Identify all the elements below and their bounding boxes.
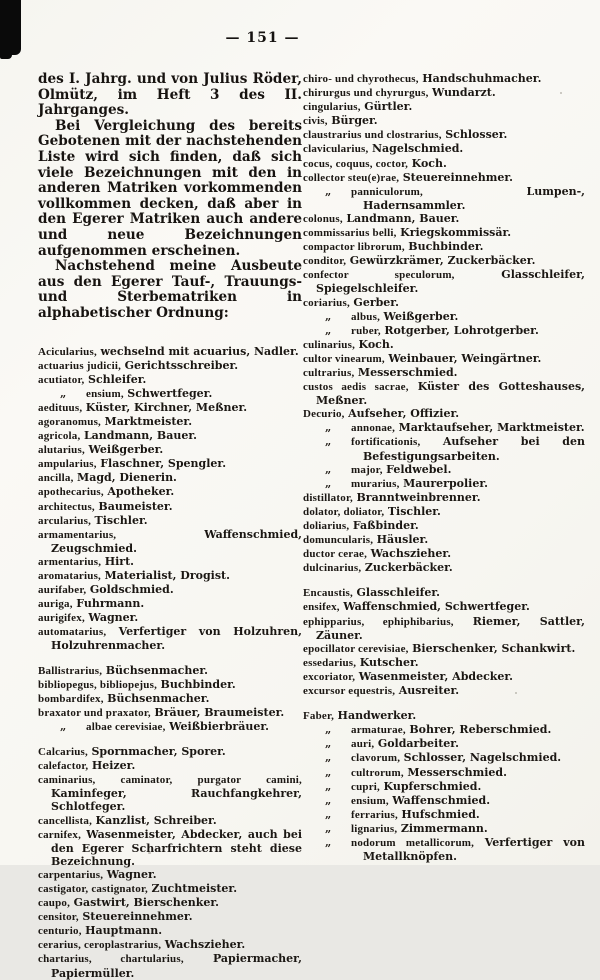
dictionary-entry — [303, 86, 585, 100]
dictionary-entry — [38, 868, 302, 882]
entry-latin-term: apothecarius, — [38, 486, 104, 499]
entry-german-translation: Spornmacher, Sporer. — [91, 745, 226, 759]
dictionary-entry — [38, 828, 302, 868]
ditto-mark: „ — [325, 751, 332, 765]
entry-german-translation: Branntweinbrenner. — [356, 490, 481, 504]
dictionary-entries-right — [303, 72, 585, 863]
dictionary-entry — [303, 836, 585, 863]
entry-latin-term: cupri, — [351, 780, 381, 793]
entry-german-translation: Magd, Dienerin. — [77, 471, 177, 485]
ditto-mark: „ — [325, 821, 332, 835]
entry-german-translation: Aufseher, Offizier. — [348, 407, 460, 421]
entry-german-translation: Handwerker. — [337, 709, 417, 723]
entry-latin-term: auriga, — [38, 598, 73, 611]
entry-latin-term: chiro- und chyrothecus, — [303, 73, 419, 85]
dictionary-entry — [303, 380, 585, 407]
entry-latin-term: cocus, coquus, coctor, — [303, 157, 409, 170]
dictionary-entry — [303, 505, 585, 519]
scan-corner-artifact — [0, 0, 21, 55]
entry-latin-term: cerarius, ceroplastrarius, — [38, 939, 162, 952]
entry-latin-term: auri, — [351, 738, 375, 751]
entry-german-translation: Baumeister. — [98, 499, 173, 513]
ditto-mark: „ — [325, 835, 332, 849]
entry-german-translation: Kupferschmied. — [383, 779, 482, 793]
entry-german-translation: Gastwirt, Bierschenker. — [73, 896, 219, 910]
dictionary-entry — [303, 766, 585, 780]
entry-german-translation: Buchbinder. — [160, 677, 236, 691]
entry-german-translation: Weißgerber. — [88, 443, 164, 457]
dictionary-entry — [38, 345, 302, 359]
dictionary-entry — [303, 296, 585, 310]
entry-latin-term: clavicularius, — [303, 143, 369, 156]
entry-latin-term: claustrarius und clostrarius, — [303, 129, 442, 142]
entry-latin-term: culinarius, — [303, 338, 356, 351]
ditto-mark: „ — [325, 793, 332, 807]
entry-latin-term: centurio, — [38, 925, 82, 938]
ditto-mark: „ — [325, 807, 332, 821]
entry-latin-term: braxator und praxator, — [38, 706, 151, 719]
entry-german-translation: Nagelschmied. — [371, 142, 464, 156]
entry-german-translation: Rotgerber, Lohrotgerber. — [384, 323, 539, 337]
dictionary-entry — [303, 185, 585, 212]
entry-latin-term: Decurio, — [303, 408, 345, 421]
dictionary-entry — [38, 443, 302, 457]
dictionary-entry — [303, 808, 585, 822]
dictionary-entry — [303, 642, 585, 656]
entry-latin-term: dulcinarius, — [303, 562, 362, 575]
dictionary-entry — [303, 157, 585, 171]
dictionary-entry — [303, 533, 585, 547]
ditto-mark: „ — [325, 723, 332, 737]
entry-german-translation: Steuereinnehmer. — [402, 170, 513, 184]
dictionary-entry — [303, 352, 585, 366]
intro-paragraph-text: des I. Jahrg. und von Julius Röder, Olmütz, im Heft 3 des II. Jahrganges. — [38, 71, 302, 119]
entry-latin-term: clavorum, — [351, 752, 401, 765]
entry-german-translation: Gerber. — [353, 295, 399, 309]
entry-german-translation: Wasenmeister, Abdecker, auch bei den Egerer Scharfrichtern steht diese Bezeichnung. — [51, 827, 303, 868]
entry-latin-term: panniculorum, — [351, 185, 423, 198]
entry-latin-term: domuncularis, — [303, 534, 374, 547]
entry-german-translation: Weißbierbräuer. — [169, 719, 269, 733]
entry-german-translation: Weißgerber. — [383, 309, 459, 323]
entry-german-translation: Zuckerbäcker. — [364, 561, 453, 575]
entry-latin-term: major, — [351, 463, 383, 476]
entry-german-translation: Flaschner, Spengler. — [100, 457, 227, 471]
entry-german-translation: Wachszieher. — [370, 547, 452, 561]
entry-german-translation: Goldschmied. — [89, 583, 174, 597]
entry-latin-term: acutiator, — [38, 373, 85, 386]
dictionary-entry — [303, 142, 585, 156]
entry-german-translation: Bohrer, Reberschmied. — [409, 723, 552, 737]
entry-german-translation: Tischler. — [387, 504, 441, 518]
dictionary-entry — [303, 491, 585, 505]
intro-text — [38, 72, 302, 322]
ditto-mark: „ — [325, 323, 332, 337]
entry-latin-term: calefactor, — [38, 760, 89, 773]
entry-german-translation: Hufschmied. — [401, 807, 480, 821]
entry-german-translation: Wundarzt. — [432, 86, 496, 100]
entry-german-translation: Zimmermann. — [400, 821, 488, 835]
entry-latin-term: colonus, — [303, 212, 343, 225]
entry-latin-term: architectus, — [38, 500, 95, 513]
entry-german-translation: Materialist, Drogist. — [104, 569, 230, 582]
entry-latin-term: aromatarius, — [38, 570, 101, 582]
dictionary-entry — [38, 882, 302, 896]
entry-latin-term: ensium, — [351, 794, 389, 807]
dictionary-entry — [38, 678, 302, 692]
ditto-mark: „ — [325, 476, 332, 490]
entry-german-translation: Landmann, Bauer. — [83, 429, 197, 443]
entry-latin-term: epocillator cerevisiae, — [303, 642, 409, 655]
intro-paragraph — [38, 259, 302, 321]
entry-latin-term: arcularius, — [38, 514, 92, 527]
entry-latin-term: custos aedis sacrae, — [303, 381, 409, 394]
entry-german-translation: Verfertiger von Holzuhren, Holzuhrenmacher. — [51, 625, 303, 653]
dictionary-entry — [38, 706, 302, 720]
entry-latin-term: censitor, — [38, 911, 79, 924]
dictionary-entry — [38, 938, 302, 952]
dictionary-entry — [38, 429, 302, 443]
dictionary-entry — [38, 373, 302, 387]
dictionary-entry — [303, 670, 585, 684]
dictionary-entry — [38, 597, 302, 611]
dictionary-entries-left — [38, 345, 302, 980]
dictionary-entry — [38, 611, 302, 625]
entry-german-translation: Tischler. — [94, 513, 148, 527]
entry-german-translation: Gürtler. — [364, 100, 413, 114]
dictionary-entry — [38, 745, 302, 759]
entry-latin-term: cingularius, — [303, 101, 361, 114]
intro-paragraph — [38, 119, 302, 259]
entry-german-translation: Steuereinnehmer. — [82, 910, 193, 924]
dictionary-entry — [38, 485, 302, 499]
entry-german-translation: Wasenmeister, Abdecker. — [358, 669, 514, 683]
entry-latin-term: carpentarius, — [38, 868, 104, 881]
entry-latin-term: Ballistrarius, — [38, 664, 103, 677]
dictionary-entry — [38, 387, 302, 401]
entry-german-translation: Hirt. — [104, 554, 134, 568]
dictionary-entry — [303, 463, 585, 477]
dictionary-entry — [38, 415, 302, 429]
dictionary-entry — [303, 547, 585, 561]
entry-german-translation: Bierschenker, Schankwirt. — [412, 641, 576, 655]
entry-german-translation: Schlosser. — [445, 128, 508, 142]
entry-latin-term: caupo, — [38, 897, 71, 910]
entry-german-translation: Koch. — [358, 337, 394, 351]
entry-latin-term: coriarius, — [303, 296, 350, 309]
entry-german-translation: Büchsenmacher. — [107, 691, 210, 705]
dictionary-entry — [38, 555, 302, 569]
dictionary-entry — [303, 226, 585, 240]
entry-latin-term: automatarius, — [38, 626, 107, 639]
dictionary-entry — [303, 128, 585, 142]
entry-german-translation: Handschuhmacher. — [422, 72, 542, 85]
entry-german-translation: Waffenschmied, Zeugschmied. — [51, 527, 302, 555]
ditto-mark: „ — [325, 765, 332, 779]
entry-latin-term: Acicularius, — [38, 345, 97, 358]
entry-german-translation: Faßbinder. — [352, 519, 419, 532]
dictionary-entry — [38, 471, 302, 485]
dictionary-entry — [303, 212, 585, 226]
entry-latin-term: bombardifex, — [38, 692, 104, 705]
intro-paragraph-text: Nachstehend meine Ausbeute aus den Egerer Tauf-, Trauungs- und Sterbematriken in alphabetischer Ordnung: — [38, 258, 302, 321]
dictionary-entry — [303, 519, 585, 533]
dictionary-entry — [38, 514, 302, 528]
entry-german-translation: Glasschleifer. — [356, 586, 440, 600]
entry-latin-term: collector steu(e)rae, — [303, 171, 400, 184]
dictionary-entry — [38, 500, 302, 514]
entry-latin-term: caminarius, caminator, purgator camini, — [38, 774, 302, 787]
entry-german-translation: Weinbauer, Weingärtner. — [388, 351, 542, 365]
entry-latin-term: distillator, — [303, 491, 353, 504]
ditto-mark: „ — [325, 309, 332, 323]
entry-german-translation: Landmann, Bauer. — [346, 211, 460, 225]
entry-german-translation: Häusler. — [376, 533, 429, 547]
ditto-mark: „ — [325, 421, 332, 435]
entry-german-translation: Bräuer, Braumeister. — [154, 705, 285, 719]
entry-latin-term: agoranomus, — [38, 415, 102, 428]
ditto-mark: „ — [60, 719, 67, 733]
entry-german-translation: Kanzlist, Schreiber. — [95, 813, 217, 827]
entry-latin-term: albae cerevisiae, — [86, 720, 166, 733]
dictionary-entry — [303, 477, 585, 491]
dictionary-entry — [38, 569, 302, 583]
entry-latin-term: ancilla, — [38, 472, 74, 485]
ditto-mark: „ — [325, 779, 332, 793]
dictionary-entry — [38, 814, 302, 828]
entry-german-translation: Kutscher. — [359, 655, 419, 669]
dictionary-entry — [303, 268, 585, 295]
entry-latin-term: commissarius belli, — [303, 227, 397, 240]
entry-latin-term: chartarius, chartularius, — [38, 953, 184, 966]
entry-german-translation: Gewürzkrämer, Zuckerbäcker. — [349, 254, 536, 268]
dictionary-entry — [303, 615, 585, 642]
dictionary-entry — [303, 366, 585, 380]
entry-latin-term: ductor cerae, — [303, 548, 368, 561]
entry-german-translation: Gerichtsschreiber. — [124, 358, 239, 372]
entry-german-translation: wechselnd mit acuarius, Nadler. — [100, 344, 299, 358]
entry-latin-term: cultor vinearum, — [303, 352, 385, 365]
entry-german-translation: Apotheker. — [107, 485, 175, 499]
entry-german-translation: Riemer, Sattler, Zäuner. — [316, 614, 585, 642]
ditto-mark: „ — [325, 462, 332, 476]
entry-latin-term: armamentarius, — [38, 528, 117, 541]
entry-german-translation: Schleifer. — [88, 372, 147, 386]
entry-latin-term: excursor equestris, — [303, 685, 396, 698]
entry-latin-term: alutarius, — [38, 444, 85, 457]
page-number: — 151 — — [225, 30, 300, 46]
entry-german-translation: Wachszieher. — [164, 938, 246, 952]
dictionary-entry — [303, 822, 585, 836]
entry-german-translation: Büchsenmacher. — [105, 663, 208, 677]
entry-german-translation: Glasschleifer, Spiegelschleifer. — [316, 268, 585, 296]
entry-german-translation: Messerschmied. — [357, 365, 458, 379]
entry-german-translation: Wagner. — [106, 867, 157, 881]
dictionary-entry — [303, 310, 585, 324]
dictionary-entry — [303, 600, 585, 614]
entry-german-translation: Hauptmann. — [85, 924, 163, 938]
entry-german-translation: Schlosser, Nagelschmied. — [403, 751, 562, 765]
dictionary-entry — [38, 692, 302, 706]
entry-latin-term: chirurgus und chyrurgus, — [303, 87, 429, 100]
entry-latin-term: fortificationis, — [351, 436, 421, 449]
entry-latin-term: cancellista, — [38, 814, 93, 827]
entry-latin-term: ampularius, — [38, 458, 97, 471]
entry-german-translation: Marktmeister. — [104, 414, 193, 428]
entry-latin-term: aurifaber, — [38, 584, 87, 597]
intro-paragraph — [38, 72, 302, 119]
dictionary-entry — [38, 910, 302, 924]
entry-german-translation: Fuhrmann. — [76, 597, 145, 611]
dictionary-entry — [38, 359, 302, 373]
entry-german-translation: Waffenschmied, Schwertfeger. — [343, 600, 530, 614]
dictionary-entry — [303, 586, 585, 600]
entry-german-translation: Bürger. — [331, 114, 378, 128]
dictionary-entry — [303, 684, 585, 698]
entry-latin-term: Encaustis, — [303, 587, 353, 600]
dictionary-entry — [303, 737, 585, 751]
dictionary-entry — [38, 773, 302, 813]
entry-german-translation: Messerschmied. — [407, 765, 507, 779]
entry-german-translation: Verfertiger von Metallknöpfen. — [363, 835, 585, 864]
entry-latin-term: cultrorum, — [351, 766, 404, 779]
entry-latin-term: essedarius, — [303, 656, 357, 669]
left-column — [38, 72, 302, 980]
entry-german-translation: Papiermacher, Papiermüller. — [51, 952, 302, 980]
dictionary-entry — [38, 625, 302, 652]
entry-latin-term: actuarius judicii, — [38, 359, 122, 372]
entry-latin-term: ferrarius, — [351, 808, 398, 821]
dictionary-entry — [303, 421, 585, 435]
dictionary-entry — [303, 656, 585, 670]
entry-latin-term: compactor librorum, — [303, 241, 405, 254]
ditto-mark: „ — [325, 435, 332, 449]
dictionary-entry — [38, 896, 302, 910]
entry-latin-term: conditor, — [303, 255, 347, 268]
entry-latin-term: Calcarius, — [38, 746, 88, 759]
dictionary-entry — [303, 114, 585, 128]
dictionary-entry — [303, 407, 585, 421]
entry-latin-term: albus, — [351, 310, 381, 323]
entry-latin-term: carnifex, — [38, 828, 82, 841]
entry-german-translation: Lumpen-, Hadernsammler. — [363, 184, 585, 212]
entry-latin-term: annonae, — [351, 422, 396, 435]
entry-latin-term: civis, — [303, 115, 328, 128]
dictionary-entry — [38, 720, 302, 734]
dictionary-entry — [303, 240, 585, 254]
entry-latin-term: ephipparius, ephiphibarius, — [303, 615, 454, 628]
entry-latin-term: dolator, doliator, — [303, 505, 385, 518]
entry-german-translation: Kaminfeger, Rauchfangkehrer, Schlotfeger. — [51, 787, 302, 814]
entry-latin-term: cultrarius, — [303, 366, 355, 379]
right-column — [303, 72, 585, 863]
entry-latin-term: aedituus, — [38, 401, 83, 414]
dictionary-entry — [38, 457, 302, 471]
entry-latin-term: agricola, — [38, 430, 81, 443]
entry-german-translation: Küster, Kirchner, Meßner. — [85, 400, 248, 414]
dictionary-entry — [303, 72, 585, 86]
dictionary-entry — [38, 924, 302, 938]
entry-german-translation: Ausreiter. — [398, 684, 460, 698]
entry-latin-term: nodorum metallicorum, — [351, 836, 475, 849]
entry-latin-term: aurigifex, — [38, 612, 85, 625]
entry-latin-term: ensium, — [86, 387, 124, 400]
entry-latin-term: lignarius, — [351, 822, 398, 835]
dictionary-entry — [303, 751, 585, 765]
entry-german-translation: Buchbinder. — [408, 240, 484, 254]
ditto-mark: „ — [60, 386, 67, 400]
entry-latin-term: murarius, — [351, 477, 400, 490]
entry-german-translation: Küster des Gotteshauses, Meßner. — [316, 380, 585, 408]
entry-latin-term: bibliopegus, bibliopejus, — [38, 678, 158, 691]
dictionary-entry — [303, 780, 585, 794]
dictionary-entry — [303, 100, 585, 114]
entry-german-translation: Schwertfeger. — [127, 386, 213, 400]
dictionary-entry — [303, 561, 585, 575]
dictionary-entry — [303, 254, 585, 268]
dictionary-entry — [303, 723, 585, 737]
dictionary-entry — [303, 324, 585, 338]
entry-german-translation: Wagner. — [88, 611, 139, 625]
entry-latin-term: confector speculorum, — [303, 269, 455, 282]
dictionary-entry — [303, 338, 585, 352]
entry-german-translation: Goldarbeiter. — [377, 737, 459, 751]
entry-german-translation: Feldwebel. — [386, 462, 452, 476]
entry-latin-term: ruber, — [351, 324, 381, 337]
entry-latin-term: armentarius, — [38, 555, 102, 568]
entry-german-translation: Heizer. — [91, 759, 136, 773]
dictionary-entry — [38, 528, 302, 555]
entry-german-translation: Kriegskommissär. — [400, 226, 512, 240]
entry-german-translation: Marktaufseher, Marktmeister. — [398, 421, 585, 435]
ditto-mark: „ — [325, 737, 332, 751]
dictionary-entry — [303, 709, 585, 723]
dictionary-entry — [38, 664, 302, 678]
dictionary-entry — [38, 759, 302, 773]
dictionary-entry — [303, 435, 585, 462]
ditto-mark: „ — [325, 184, 332, 198]
entry-latin-term: ensifex, — [303, 601, 340, 614]
dictionary-entry — [303, 171, 585, 185]
intro-paragraph-text: Bei Vergleichung des bereits Gebotenen mit der nachstehenden Liste wird sich finden, daß sich viele Bezeichnungen mit den in anderen Matriken vorkommenden vollkommen decken, daß aber in den Egerer Matriken auch andere und neue Bezeichnungen aufgenommen erscheinen. — [38, 117, 302, 259]
dictionary-entry — [38, 401, 302, 415]
dictionary-entry — [303, 794, 585, 808]
entry-latin-term: excoriator, — [303, 670, 356, 683]
entry-latin-term: doliarius, — [303, 520, 350, 532]
entry-german-translation: Aufseher bei den Befestigungsarbeiten. — [363, 435, 585, 463]
entry-german-translation: Waffenschmied. — [392, 793, 491, 807]
dictionary-entry — [38, 583, 302, 597]
entry-latin-term: Faber, — [303, 710, 335, 723]
entry-latin-term: armaturae, — [351, 724, 406, 737]
entry-latin-term: castigator, castignator, — [38, 882, 149, 895]
entry-german-translation: Maurerpolier. — [403, 476, 488, 490]
entry-german-translation: Koch. — [411, 156, 447, 170]
entry-german-translation: Zuchtmeister. — [151, 881, 238, 895]
dictionary-entry — [38, 952, 302, 979]
